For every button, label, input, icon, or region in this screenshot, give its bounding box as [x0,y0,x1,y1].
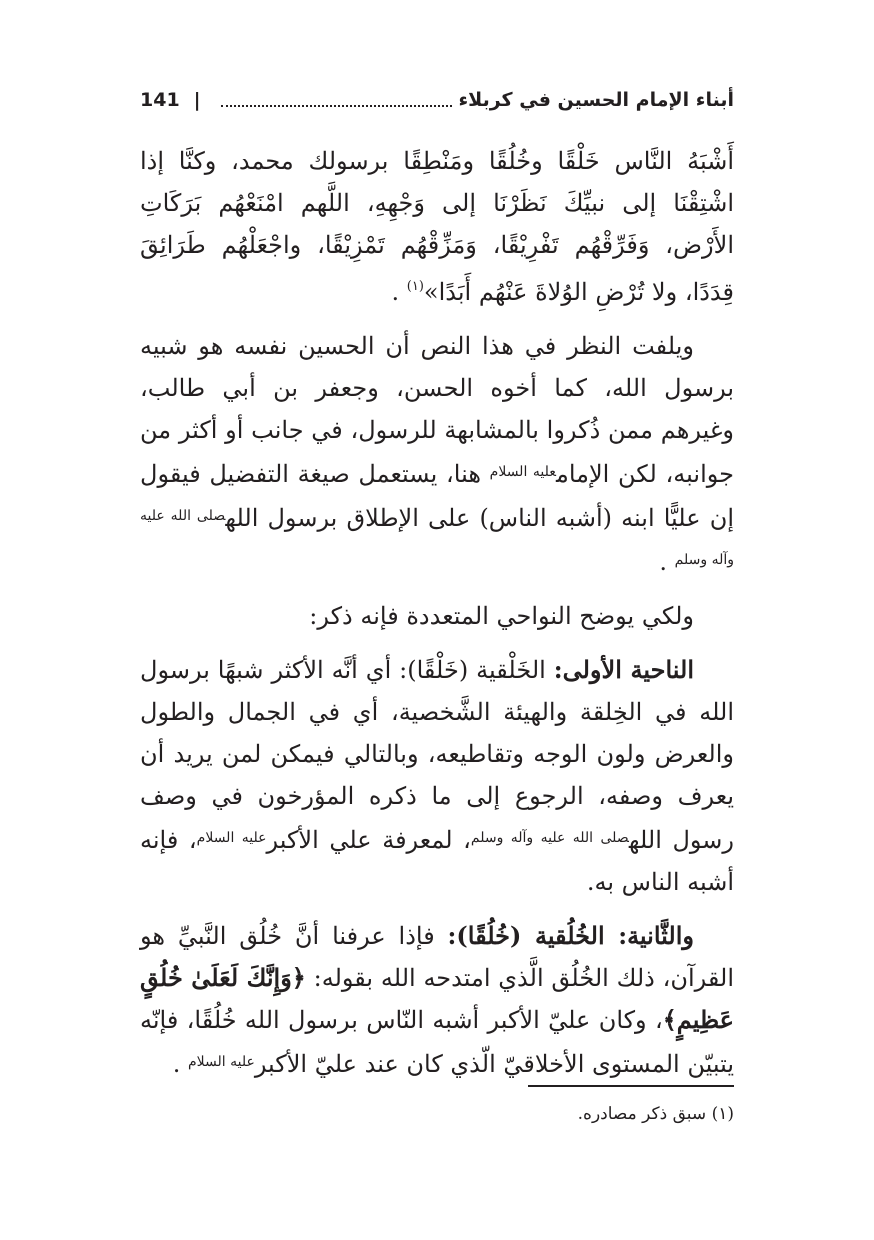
honorific-salla-1: صلى الله عليه وآله وسلم [140,508,734,568]
header-separator: | [193,89,201,111]
footnote-reference: (١) [406,279,424,294]
paragraph-1-end: . [391,278,407,306]
paragraph-2-part-b: هنا، يستعمل صيغة التفضيل فيقول إن عليًّا ابنه (أشبه الناس) على الإطلاق برسول الله [140,460,734,532]
paragraph-2-end: . [659,548,675,576]
header-dot-leader [221,93,453,107]
paragraph-2-part-a: ويلفت النظر في هذا النص أن الحسين نفسه هو شبيه برسول الله، كما أخوه الحسن، وجعفر بن أبي طالب، وغيرهم ممن ذُكروا بالمشابهة للرسول، في جانب أو أكثر من جوانبه، لكن الإمام [140,332,734,488]
paragraph-5-part-b: ، وكان عليّ الأكبر أشبه النّاس برسول الله خُلُقًا، فإنّه يتبيّن المستوى الأخلاقيّ الّذي كان عند عليّ الأكبر [140,1006,734,1078]
book-title: أبناء الإمام الحسين في كربلاء [458,89,734,111]
paragraph-5-part-a: فإذا عرفنا أنَّ خُلُق النَّبيِّ هو القرآن، ذلك الخُلُق الَّذي امتدحه الله بقوله: [140,922,735,992]
paragraph-5 [140,915,734,1085]
page-body [140,140,734,1097]
footnote-divider [528,1085,734,1087]
page-number: 141 [140,89,180,111]
paragraph-1 [140,140,734,313]
honorific-alayhi-1: عليه السلام [489,464,556,480]
paragraph-2 [140,325,734,583]
section-heading-first: الناحية الأولى: [553,655,694,684]
paragraph-4-part-a: الخَلْقية (خَلْقًا): أي أنَّه الأكثر شبهًا برسول الله في الخِلقة والهيئة الشَّخصية، أي في الجمال والطول والعرض ولون الوجه وتقاطيعه، وبالتالي فيمكن لمن يريد أن يعرف وصفه، الرجوع إلى ما ذكره المؤرخون في وصف رسول الله [140,656,735,854]
paragraph-3: ولكي يوضح النواحي المتعددة فإنه ذكر: [309,602,694,630]
honorific-alayhi-2: عليه السلام [196,830,267,846]
paragraph-4 [140,649,734,903]
honorific-salla-2: صلى الله عليه وآله وسلم [470,830,629,846]
paragraph-4-part-c: ، فإنه أشبه الناس به. [140,826,734,896]
quote-text: أَشْبَهُ النَّاس خَلْقًا وخُلُقًا ومَنْطِقًا برسولك محمد، وكنَّا إذا اشْتِقْنَا إلى نبيِّكَ نَظَرْنَا إلى وَجْهِهِ، اللَّهم امْنَعْهُم بَرَكَاتِ الأَرْض، وَفَرِّقْهُم تَفْرِيْقًا، وَمَزِّقْهُم تَمْزِيْقًا، واجْعَلْهُم طَرَائِقَ قِدَدًا، ولا تُرْضِ الوُلاةَ عَنْهُم أَبَدًا» [140,147,734,306]
quran-verse: ﴿وَإِنَّكَ لَعَلَىٰ خُلُقٍ عَظِيمٍ﴾ [140,963,734,1034]
running-header [140,80,734,120]
footnote: (١) سبق ذكر مصادره. [577,1104,734,1124]
paragraph-5-end: . [172,1050,188,1078]
section-heading-second: والثَّانية: الخُلُقية (خُلُقًا): [447,921,694,950]
honorific-alayhi-3: عليه السلام [187,1054,255,1070]
paragraph-4-part-b: ، لمعرفة علي الأكبر [266,826,471,854]
